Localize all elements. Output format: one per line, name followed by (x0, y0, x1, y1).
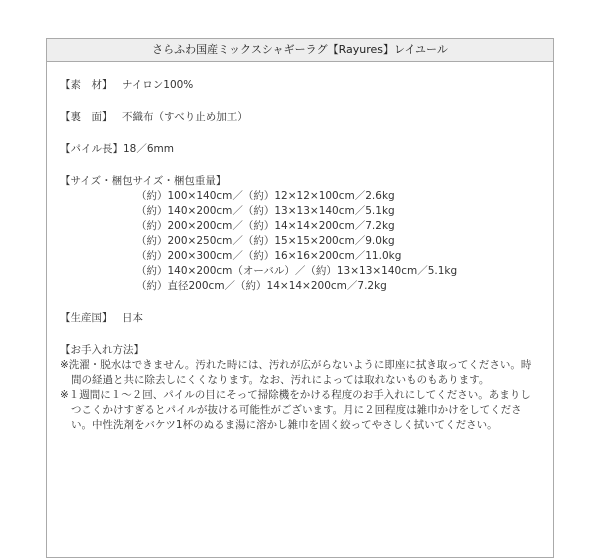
spec-body (47, 78, 553, 433)
care-notes (60, 358, 540, 433)
size-weight-item: （約）140×200cm（オーバル）／（約）13×13×140cm／5.1kg (136, 265, 458, 277)
size-weight-item: （約）100×140cm／（約）12×12×100cm／2.6kg (136, 190, 395, 202)
spec-row-size-weight (60, 174, 553, 294)
care-label: 【お手入れ方法】 (60, 344, 144, 356)
spec-row-pile-length (60, 142, 553, 157)
material-value: ナイロン100% (122, 79, 194, 91)
size-weight-item: （約）200×250cm／（約）15×15×200cm／9.0kg (136, 235, 395, 247)
size-weight-item: （約）140×200cm／（約）13×13×140cm／5.1kg (136, 205, 395, 217)
size-weight-item: （約）直径200cm／（約）14×14×200cm／7.2kg (136, 280, 387, 292)
origin-value: 日本 (122, 312, 143, 324)
spec-row-backing (60, 110, 553, 125)
product-title: さらふわ国産ミックスシャギーラグ【Rayures】レイユール (47, 39, 553, 62)
size-weight-list (60, 189, 553, 294)
care-note: ※洗濯・脱水はできません。汚れた時には、汚れが広がらないように即座に拭き取ってください。時間の経過と共に除去しにくくなります。なお、汚れによっては取れないものもあります。 (60, 359, 532, 386)
product-spec-table (46, 38, 554, 558)
care-note: ※１週間に１～２回、パイルの目にそって掃除機をかける程度のお手入れにしてください。あまりしつこくかけすぎるとパイルが抜ける可能性がございます。月に２回程度は雑巾かけをしてください。中性洗剤をバケツ1杯のぬるま湯に溶かし雑巾を固く絞ってやさしく拭いてください。 (60, 389, 531, 431)
pile-length-value: 18／6mm (123, 143, 174, 155)
spec-row-origin (60, 311, 553, 326)
pile-length-label: 【パイル長】 (60, 143, 123, 155)
origin-label: 【生産国】 (60, 312, 113, 324)
size-weight-label: 【サイズ・梱包サイズ・梱包重量】 (60, 175, 227, 187)
spec-row-care (60, 343, 553, 433)
backing-value: 不織布（すべり止め加工） (122, 111, 248, 123)
size-weight-item: （約）200×300cm／（約）16×16×200cm／11.0kg (136, 250, 402, 262)
backing-label: 【裏 面】 (60, 111, 113, 123)
size-weight-item: （約）200×200cm／（約）14×14×200cm／7.2kg (136, 220, 395, 232)
material-label: 【素 材】 (60, 79, 113, 91)
spec-row-material (60, 78, 553, 93)
